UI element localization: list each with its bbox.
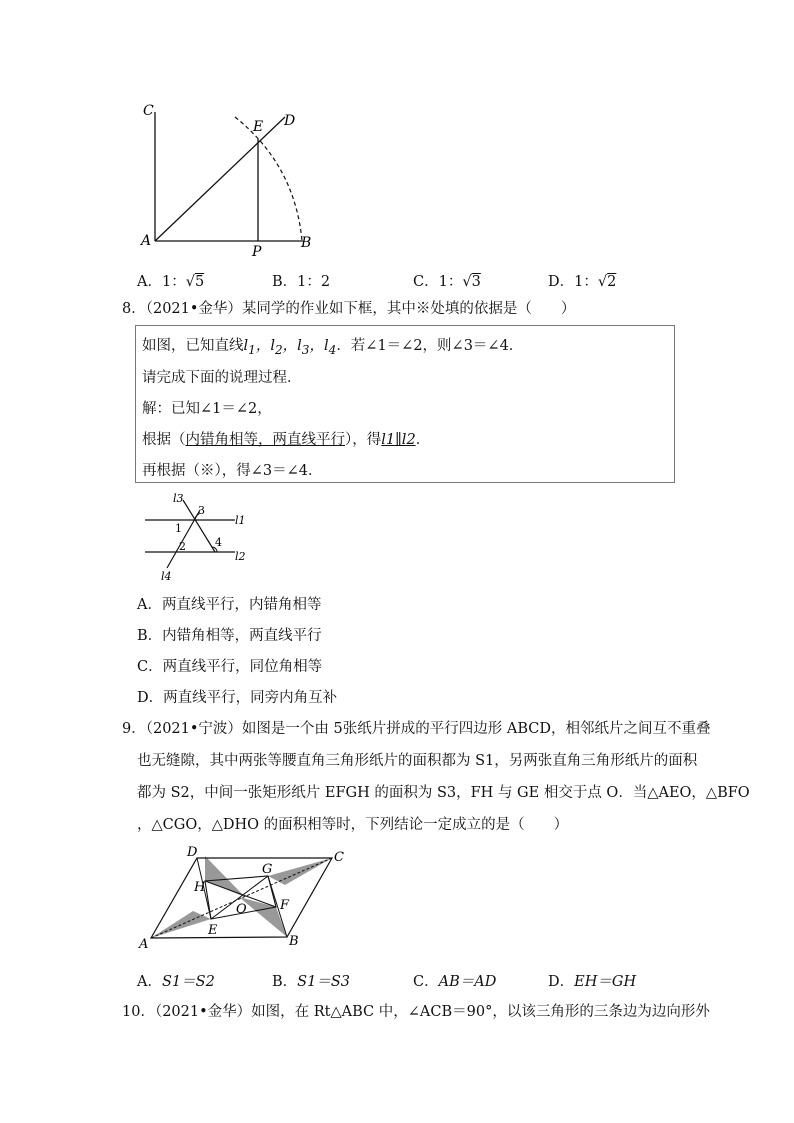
q8-box-lines-list: $l_1$，$l_2$，$l_3$，$l_4$ xyxy=(243,338,337,357)
q7-ray-ad xyxy=(155,117,285,241)
q8-label-4: 4 xyxy=(215,536,222,549)
q8-stem: 8．（2021•金华）某同学的作业如下框，其中※处填的依据是（ ） xyxy=(122,301,576,317)
q9-option-c-text: AB＝AD xyxy=(438,974,497,990)
q7-arc xyxy=(235,117,302,241)
q9-label-d: D xyxy=(187,845,198,860)
q8-option-b: B．内错角相等，两直线平行 xyxy=(137,628,322,644)
q7-option-b-letter: B． xyxy=(272,274,298,290)
q9-option-c-letter: C． xyxy=(413,974,439,990)
q9-option-d xyxy=(548,970,636,991)
q8-box-reason: 内错角相等，两直线平行 xyxy=(185,432,345,448)
q9-label-e: E xyxy=(208,923,218,938)
q7-option-d xyxy=(548,270,616,291)
q9-label-h: H xyxy=(194,880,206,895)
q7-option-c-radicand: 3 xyxy=(471,274,481,290)
q9-label-o: O xyxy=(236,902,247,917)
q8-box-line4-a: 根据（ xyxy=(142,432,186,448)
q8-box-line2: 请完成下面的说理过程． xyxy=(142,370,302,386)
q8-option-c: C．两直线平行，同位角相等 xyxy=(137,659,323,675)
q7-option-a-text: 1： xyxy=(161,274,186,290)
q7-label-p: P xyxy=(252,244,262,260)
q7-option-b-text: 1：2 xyxy=(297,274,331,290)
q8-box-line4 xyxy=(142,428,430,449)
sqrt-icon: √ xyxy=(462,274,472,290)
q8-figure xyxy=(135,490,255,582)
q8-box-line4-c: ． xyxy=(415,432,431,448)
q9-option-a-text: S1＝S2 xyxy=(161,974,215,990)
q7-label-d: D xyxy=(284,113,296,129)
q7-option-b xyxy=(272,270,330,291)
q10-stem: 10．（2021•金华）如图，在 Rt△ABC 中，∠ACB＝90°，以该三角形的三条边为边向形外 xyxy=(122,1004,710,1020)
q9-label-a: A xyxy=(139,937,149,952)
q8-label-1: 1 xyxy=(175,522,182,535)
q8-label-l4: l4 xyxy=(161,570,172,582)
q9-figure xyxy=(135,845,360,953)
q8-label-3: 3 xyxy=(198,504,205,517)
q8-box-conclusion: l1∥l2 xyxy=(381,432,416,448)
q7-figure xyxy=(135,95,325,260)
q9-option-b-text: S1＝S3 xyxy=(297,974,350,990)
q8-option-d: D．两直线平行，同旁内角互补 xyxy=(137,690,338,706)
q9-option-b xyxy=(272,970,350,991)
sqrt-icon: √ xyxy=(185,274,195,290)
q9-line1: 9．（2021•宁波）如图是一个由 5张纸片拼成的平行四边形 ABCD，相邻纸片之间互不重叠 xyxy=(122,721,711,737)
q7-option-a xyxy=(137,270,204,291)
q9-label-g: G xyxy=(262,862,273,877)
q9-option-d-letter: D． xyxy=(548,974,575,990)
q8-label-l2: l2 xyxy=(235,550,246,563)
q9-line3: 都为 S2，中间一张矩形纸片 EFGH 的面积为 S3，FH 与 GE 相交于点 O．当△AEO，△BFO xyxy=(137,785,750,801)
q9-option-a xyxy=(137,970,215,991)
q7-label-e: E xyxy=(253,119,264,135)
q7-label-c: C xyxy=(143,103,154,119)
q7-option-c xyxy=(413,270,481,291)
q9-option-d-text: EH＝GH xyxy=(574,974,637,990)
q9-option-b-letter: B． xyxy=(272,974,298,990)
q7-option-c-letter: C． xyxy=(413,274,439,290)
q8-label-l1: l1 xyxy=(235,514,246,527)
q7-option-d-letter: D． xyxy=(548,274,575,290)
sqrt-icon: √ xyxy=(597,274,608,290)
q9-option-c xyxy=(413,970,496,991)
q7-option-d-text: 1： xyxy=(574,274,598,290)
q7-option-c-text: 1： xyxy=(438,274,463,290)
q7-label-a: A xyxy=(141,233,152,249)
q8-box-line3: 解：已知∠1＝∠2， xyxy=(142,401,272,417)
q8-answer-box xyxy=(135,325,675,483)
q9-label-b: B xyxy=(289,934,299,949)
q7-label-b: B xyxy=(301,235,312,251)
q9-option-a-letter: A． xyxy=(137,974,162,990)
q8-label-2: 2 xyxy=(179,540,186,553)
q8-box-line1-a: 如图，已知直线 xyxy=(142,338,244,354)
q8-box-line5: 再根据（※），得∠3＝∠4． xyxy=(142,463,323,479)
q9-label-c: C xyxy=(334,850,344,865)
q9-label-f: F xyxy=(280,898,290,913)
q9-line2: 也无缝隙，其中两张等腰直角三角形纸片的面积都为 S1，另两张直角三角形纸片的面积 xyxy=(137,753,698,769)
q8-box-line1-b: ．若∠1＝∠2，则∠3＝∠4． xyxy=(336,338,524,354)
q8-box-line4-b: ），得 xyxy=(345,432,382,448)
q8-box-line1 xyxy=(142,334,523,357)
q7-option-d-radicand: 2 xyxy=(607,274,617,290)
q7-option-a-letter: A． xyxy=(137,274,162,290)
q9-line4: ，△CGO，△DHO 的面积相等时，下列结论一定成立的是（ ） xyxy=(137,817,569,833)
q7-option-a-radicand: 5 xyxy=(194,274,205,290)
q8-label-l3: l3 xyxy=(173,492,184,505)
q9-shaded-triangle-dh xyxy=(205,856,245,897)
q8-option-a: A．两直线平行，内错角相等 xyxy=(137,597,322,613)
